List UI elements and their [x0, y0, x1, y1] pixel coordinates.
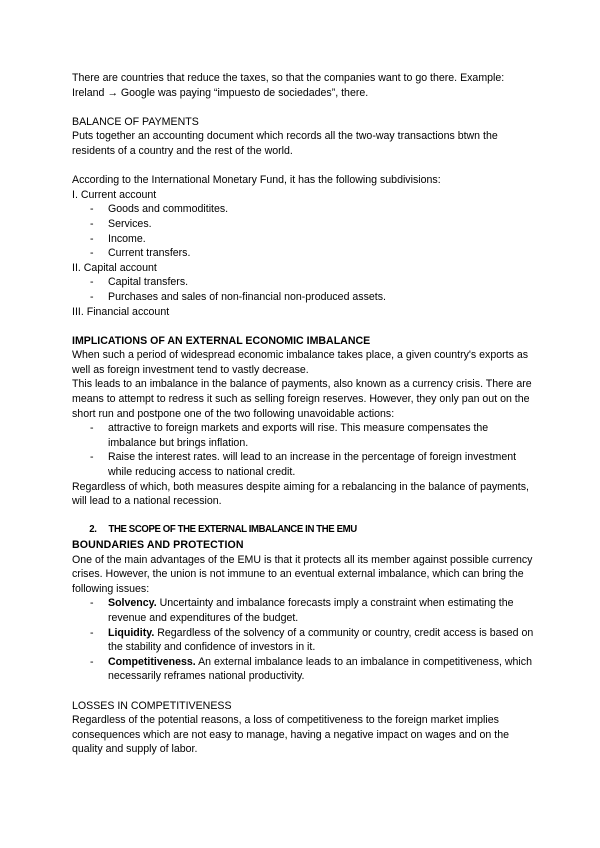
list-item: - Current transfers.	[72, 246, 534, 261]
issue-term: Solvency.	[108, 597, 157, 610]
issue-text: Regardless of the solvency of a community or country, credit access is based on the stability and confidence of investors in it.	[108, 626, 534, 654]
list-item: - Capital transfers.	[72, 275, 534, 290]
capital-account-list	[72, 275, 534, 304]
losses-heading: LOSSES IN COMPETITIVENESS	[72, 699, 232, 712]
current-account-label: I. Current account	[72, 188, 157, 201]
issue-text: An external imbalance leads to an imbalance in competitiveness, which necessarily reframes national productivity.	[108, 655, 532, 683]
list-item	[72, 655, 534, 684]
issue-term: Liquidity.	[108, 626, 155, 639]
list-item: - attractive to foreign markets and exports will rise. This measure compensates the imbalance but brings inflation.	[72, 421, 534, 450]
section-2-title: THE SCOPE OF THE EXTERNAL IMBALANCE IN THE EMU	[108, 524, 357, 536]
implications-paragraph-2: This leads to an imbalance in the balance of payments, also known as a currency crisis. There are means to attempt to redress it such as selling foreign reserves. However, they only pan out on the short run and postpone one of the two following unavoidable actions:	[72, 378, 532, 420]
list-item: - Purchases and sales of non-financial non-produced assets.	[72, 290, 534, 305]
bop-definition: Puts together an accounting document which records all the two-way transactions btwn the residents of a country and the rest of the world.	[72, 130, 498, 157]
list-item: - Raise the interest rates. will lead to an increase in the percentage of foreign investment while reducing access to national credit.	[72, 450, 534, 479]
issues-list	[72, 596, 534, 684]
intro-paragraph: There are countries that reduce the taxes, so that the companies want to go there. Example: Ireland → Google was paying “impuesto de sociedades”, there.	[72, 72, 505, 99]
list-item	[72, 626, 534, 655]
losses-paragraph: Regardless of the potential reasons, a loss of competitiveness to the foreign market implies consequences which are not easy to manage, having a negative impact on wages and on the quality and supply of labor.	[72, 714, 509, 756]
list-item: - Goods and commoditites.	[72, 202, 534, 217]
actions-list	[72, 421, 534, 479]
section-2-heading	[72, 523, 516, 538]
financial-account-label: III. Financial account	[72, 305, 170, 318]
implications-heading: IMPLICATIONS OF AN EXTERNAL ECONOMIC IMBALANCE	[72, 334, 371, 347]
bop-heading: BALANCE OF PAYMENTS	[72, 115, 199, 128]
current-account-list	[72, 202, 534, 260]
list-item: - Services.	[72, 217, 534, 232]
implications-paragraph-1: When such a period of widespread economic imbalance takes place, a given country's exports as well as foreign investment tend to vastly decrease.	[72, 349, 529, 376]
issue-term: Competitiveness.	[108, 655, 196, 668]
list-item	[72, 596, 534, 625]
section-2-number: 2.	[89, 524, 97, 536]
implications-paragraph-3: Regardless of which, both measures despite aiming for a rebalancing in the balance of payments, will lead to a national recession.	[72, 480, 529, 508]
list-item: - Income.	[72, 232, 534, 247]
imf-intro: According to the International Monetary Fund, it has the following subdivisions:	[72, 174, 441, 187]
capital-account-label: II. Capital account	[72, 261, 157, 274]
document-page	[72, 71, 534, 757]
boundaries-heading: BOUNDARIES AND PROTECTION	[72, 539, 244, 551]
issue-text: Uncertainty and imbalance forecasts imply a constraint when estimating the revenue and expenditures of the budget.	[108, 597, 514, 624]
section-2-paragraph: One of the main advantages of the EMU is that it protects all its member against possible currency crises. However, the union is not immune to an eventual external imbalance, which can bring the following issues:	[72, 553, 533, 595]
